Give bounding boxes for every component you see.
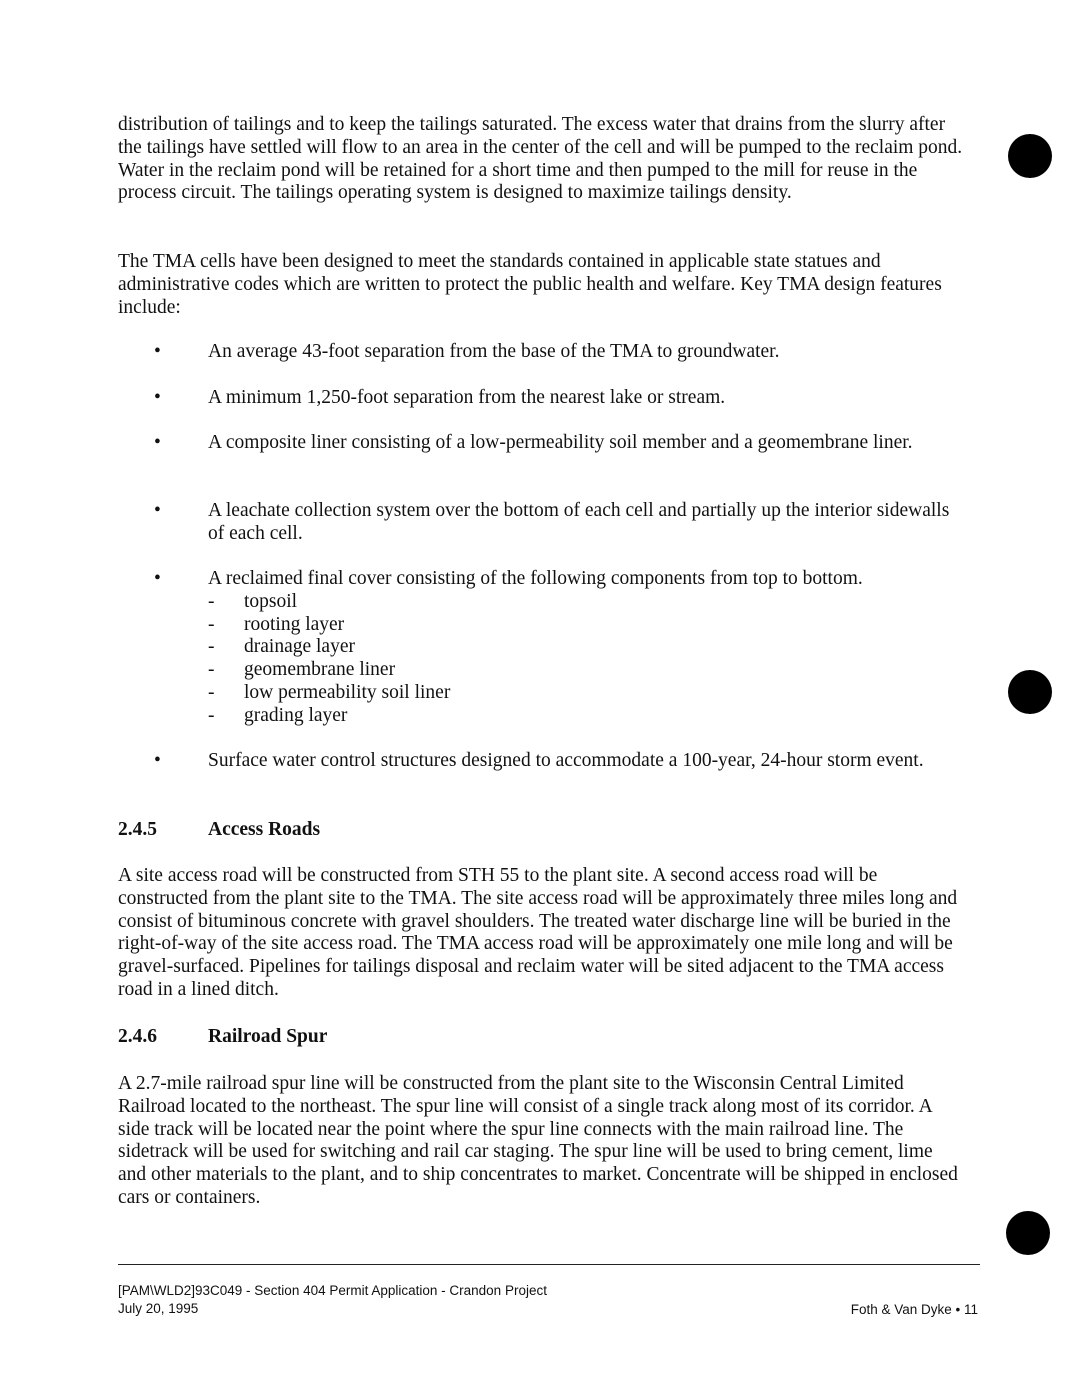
list-dash: - [208, 590, 215, 612]
list-item-text: geomembrane liner [244, 659, 396, 681]
footer-company-page: Foth & Van Dyke • 11 [850, 1302, 978, 1317]
bullet-dot: • [154, 341, 161, 362]
bullet-dot: • [154, 387, 161, 408]
bullet-item-1 [118, 341, 963, 364]
list-item [208, 682, 928, 705]
list-dash: - [208, 704, 215, 726]
list-item [208, 614, 928, 637]
railroad-spur-paragraph: A 2.7-mile railroad spur line will be constructed from the plant site to the Wisconsin Central Limited Railroad located to the northeast. The spur line will consist of a single track along most of its corridor. A side track will be located near the point where the spur line connects with the main railroad line. The sidetrack will be used for switching and rail car staging. The spur line will be used to bring cement, lime and other materials to the plant, and to ship concentrates to market. Concentrate will be shipped in enclosed cars or containers. [118, 1073, 958, 1208]
bullet-item-2 [118, 387, 963, 410]
bullet-dot: • [154, 568, 161, 589]
section-number: 2.4.5 [118, 819, 157, 840]
tma-paragraph: The TMA cells have been designed to meet the standards contained in applicable state statues and administrative codes which are written to protect the public health and welfare. Key TMA design features include: [118, 251, 942, 318]
list-item-text: rooting layer [244, 613, 345, 635]
bullet-dot: • [154, 500, 161, 521]
bullet-dot: • [154, 432, 161, 453]
bullet-text: Surface water control structures designed to accommodate a 100-year, 24-hour storm event. [208, 750, 924, 771]
bullet-dot: • [154, 750, 161, 771]
footer-file-reference: [PAM\WLD2]93C049 - Section 404 Permit Application - Crandon Project [118, 1283, 547, 1298]
list-item [208, 591, 928, 614]
bullet-item-5 [118, 568, 963, 728]
section-title: Access Roads [208, 819, 321, 840]
list-item [208, 636, 928, 659]
list-item-text: grading layer [244, 704, 348, 726]
footer-divider [118, 1264, 980, 1265]
punch-hole-middle [1008, 670, 1052, 714]
list-item [208, 705, 928, 728]
bullet-text: An average 43-foot separation from the base of the TMA to groundwater. [208, 341, 780, 362]
section-heading-railroad-spur [118, 1026, 327, 1049]
bullet-item-6 [118, 750, 963, 773]
intro-paragraph: distribution of tailings and to keep the tailings saturated. The excess water that drains from the slurry after the tailings have settled will flow to an area in the center of the cell and will be pumped to the reclaim pond. Water in the reclaim pond will be retained for a short time and then pumped to the mill for reuse in the process circuit. The tailings operating system is designed to maximize tailings density. [118, 114, 963, 204]
bullet-text: A minimum 1,250-foot separation from the nearest lake or stream. [208, 387, 726, 408]
bullet-text: A leachate collection system over the bottom of each cell and partially up the interior sidewalls of each cell. [208, 500, 950, 544]
footer-date: July 20, 1995 [118, 1301, 199, 1316]
punch-hole-bottom [1006, 1211, 1050, 1255]
bullet-item-4 [118, 500, 963, 546]
access-roads-paragraph: A site access road will be constructed from STH 55 to the plant site. A second access road will be constructed from the plant site to the TMA. The site access road will be approximately three miles long and consist of bituminous concrete with gravel shoulders. The treated water discharge line will be buried in the right-of-way of the site access road. The TMA access road will be approximately one mile long and will be gravel-surfaced. Pipelines for tailings disposal and reclaim water will be sited adjacent to the TMA access road in a lined ditch. [118, 865, 958, 1000]
list-dash: - [208, 681, 215, 703]
list-dash: - [208, 613, 215, 635]
list-item-text: low permeability soil liner [244, 681, 451, 703]
list-item-text: topsoil [244, 590, 298, 612]
section-title: Railroad Spur [208, 1026, 328, 1047]
list-item [208, 659, 928, 682]
bullet-text: A reclaimed final cover consisting of the following components from top to bottom. [208, 568, 863, 589]
punch-hole-top [1008, 134, 1052, 178]
bullet-item-3 [118, 432, 963, 455]
list-item-text: drainage layer [244, 636, 355, 658]
cover-components-list [208, 591, 928, 728]
list-dash: - [208, 659, 215, 681]
list-dash: - [208, 636, 215, 658]
bullet-text: A composite liner consisting of a low-permeability soil member and a geomembrane liner. [208, 432, 913, 453]
section-number: 2.4.6 [118, 1026, 157, 1047]
section-heading-access-roads [118, 819, 320, 842]
